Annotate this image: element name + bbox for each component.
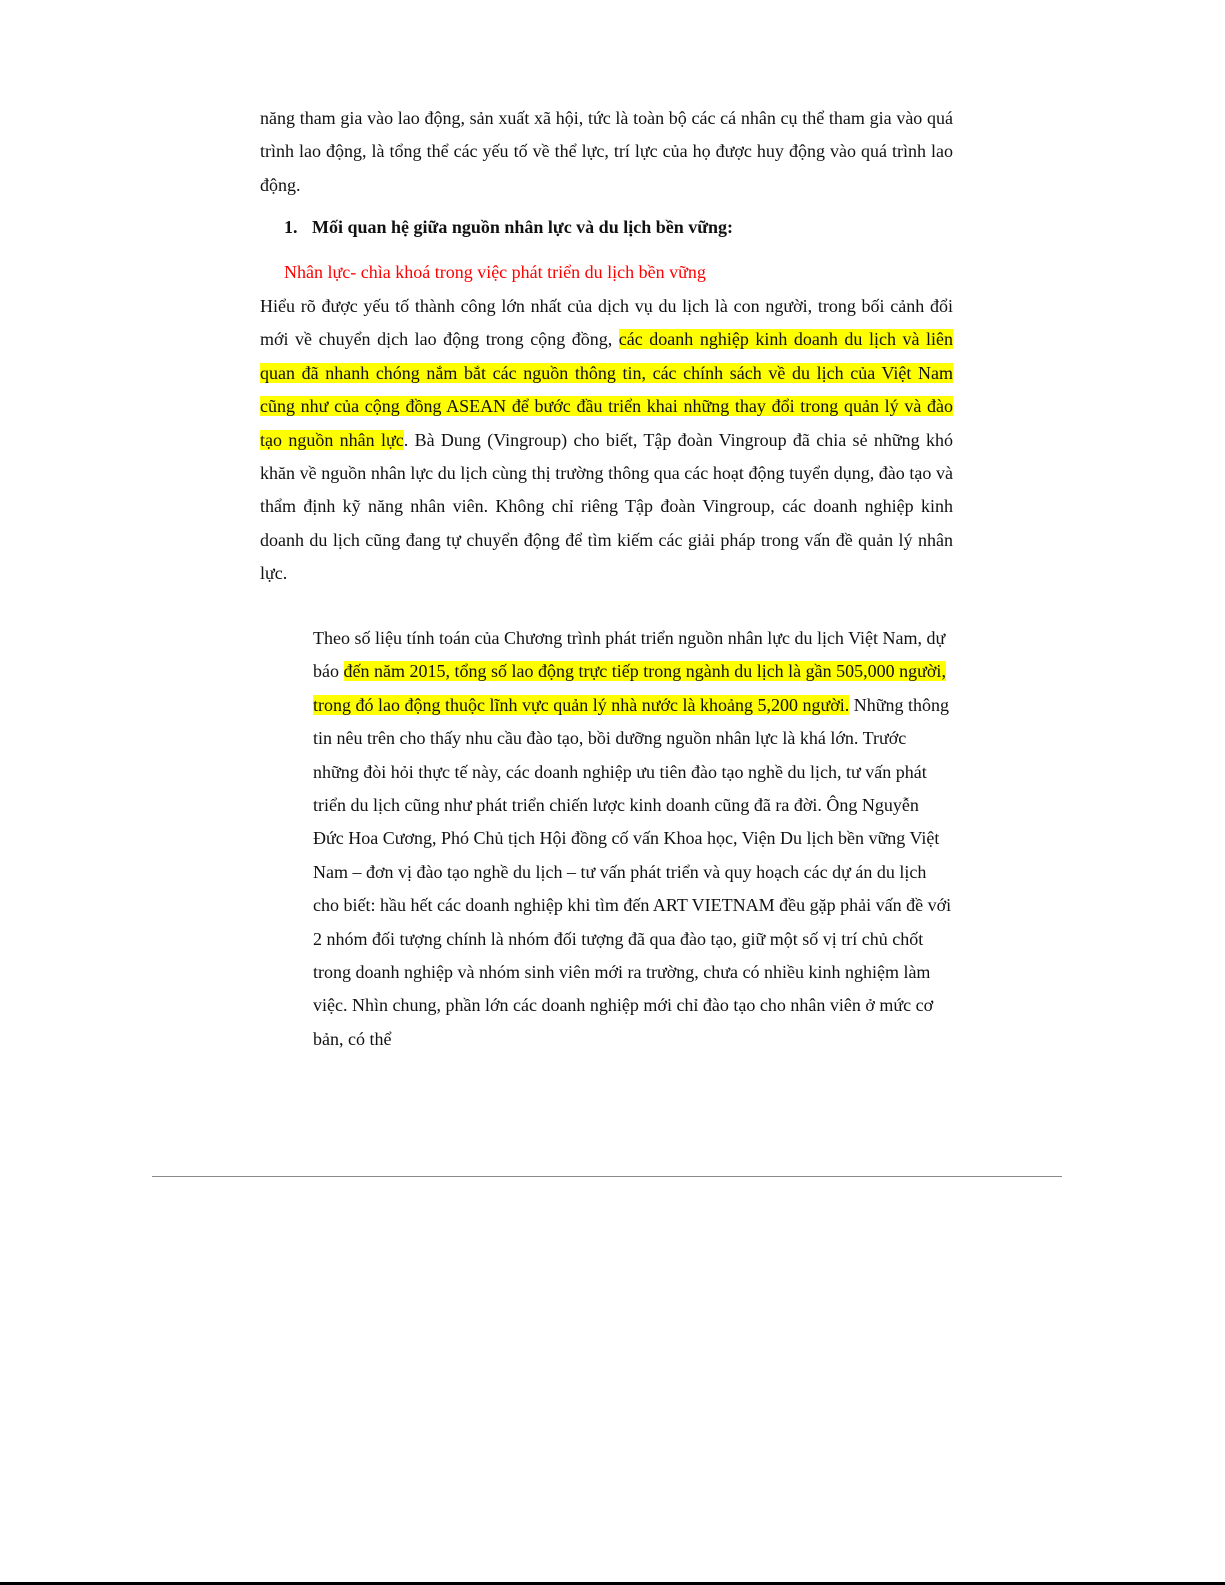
paragraph-quote-highlight: đến năm 2015, tổng số lao động trực tiếp trong ngành du lịch là gần 505,000 người, trong đó lao động thuộc lĩnh vực quản lý nhà nước là khoảng 5,200 người. bbox=[313, 661, 946, 715]
paragraph-intro bbox=[260, 102, 953, 202]
paragraph-vingroup-text-after: . Bà Dung (Vingroup) cho biết, Tập đoàn Vingroup đã chia sẻ những khó khăn về nguồn nhân lực du lịch cùng thị trường thông qua các hoạt động tuyển dụng, đào tạo và thẩm định kỹ năng nhân viên. Không chỉ riêng Tập đoàn Vingroup, các doanh nghiệp kinh doanh du lịch cũng đang tự chuyển động để tìm kiếm các giải pháp trong vấn đề quản lý nhân lực. bbox=[260, 429, 953, 584]
subheading-red: Nhân lực- chìa khoá trong việc phát triển du lịch bền vững bbox=[284, 262, 706, 282]
paragraph-quote-text-after: Những thông tin nêu trên cho thấy nhu cầu đào tạo, bồi dưỡng nguồn nhân lực là khá lớn. Trước những đòi hỏi thực tế này, các doanh nghiệp ưu tiên đào tạo nghề du lịch, tư vấn phát triển du lịch cũng như phát triển chiến lược kinh doanh cũng đã ra đời. Ông Nguyễn Đức Hoa Cương, Phó Chủ tịch Hội đồng cố vấn Khoa học, Viện Du lịch bền vững Việt Nam – đơn vị đào tạo nghề du lịch – tư vấn phát triển và quy hoạch các dự án du lịch cho biết: hầu hết các doanh nghiệp khi tìm đến ART VIETNAM đều gặp phải vấn đề với 2 nhóm đối tượng chính là nhóm đối tượng đã qua đào tạo, giữ một số vị trí chủ chốt trong doanh nghiệp và nhóm sinh viên mới ra trường, chưa có nhiều kinh nghiệm làm việc. Nhìn chung, phần lớn các doanh nghiệp mới chỉ đào tạo cho nhân viên ở mức cơ bản, có thể bbox=[313, 694, 952, 1049]
section-title: Mối quan hệ giữa nguồn nhân lực và du lịch bền vững: bbox=[312, 217, 734, 237]
paragraph-quote-text-before: Theo số liệu tính toán của Chương trình phát triển nguồn nhân lực du lịch Việt Nam, dự báo bbox=[313, 628, 946, 682]
paragraph-vingroup-text-before: Hiểu rõ được yếu tố thành công lớn nhất của dịch vụ du lịch là con người, trong bối cảnh đổi mới về chuyển dịch lao động trong cộng đồng, bbox=[260, 296, 953, 350]
page-divider-rule bbox=[152, 1176, 1062, 1177]
section-heading bbox=[284, 212, 984, 242]
paragraph-intro-text: năng tham gia vào lao động, sản xuất xã hội, tức là toàn bộ các cá nhân cụ thể tham gia vào quá trình lao động, là tổng thể các yếu tố về thể lực, trí lực của họ được huy động vào quá trình lao động. bbox=[260, 108, 953, 195]
paragraph-vingroup bbox=[260, 290, 953, 591]
section-number: 1. bbox=[284, 217, 298, 237]
paragraph-quote-forecast bbox=[313, 622, 953, 1056]
paragraph-vingroup-highlight: các doanh nghiệp kinh doanh du lịch và liên quan đã nhanh chóng nắm bắt các nguồn thông tin, các chính sách về du lịch của Việt Nam cũng như của cộng đồng ASEAN để bước đầu triển khai những thay đổi trong quản lý và đào tạo nguồn nhân lực bbox=[260, 329, 954, 450]
